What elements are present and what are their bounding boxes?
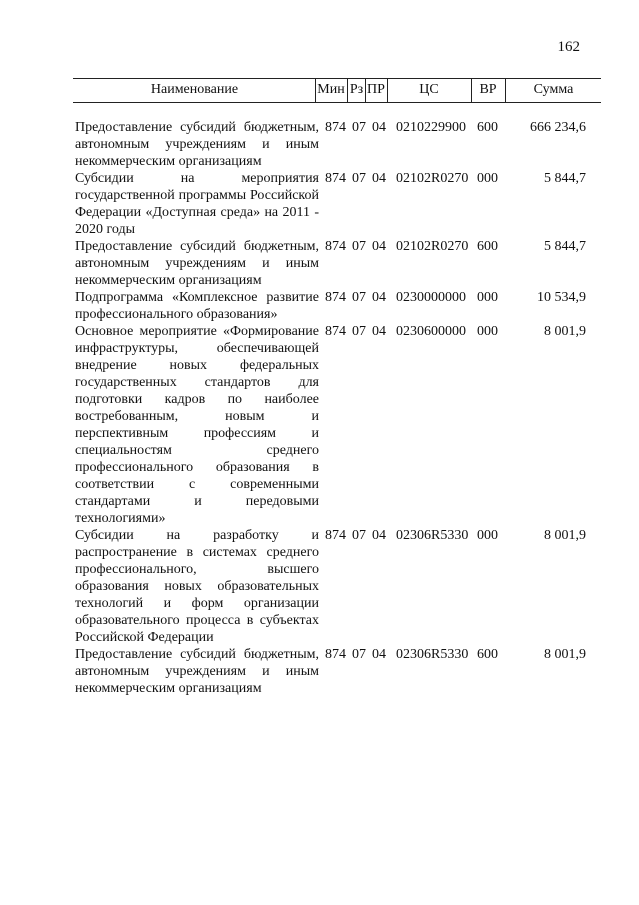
row-rz: 07	[352, 324, 366, 339]
table-row	[0, 323, 639, 527]
row-pr: 04	[372, 239, 386, 254]
row-rz: 07	[352, 290, 366, 305]
row-name: Субсидии на разработку и распространение в системах среднего профессионального, высшего образования новых образовательных технологий и форм организации образовательного процесса в субъектах Российской Федерации	[75, 528, 319, 645]
header-top-rule	[73, 78, 601, 79]
row-vr: 000	[477, 528, 498, 543]
row-cs: 02306R5330	[396, 528, 469, 543]
row-name: Основное мероприятие «Формирование инфраструктуры, обеспечивающей внедрение новых федеральных государственных стандартов для подготовки кадров по наиболее востребованным, новым и перспективным профессиям и специальностям среднего профессионального образования в соответствии с современными стандартами и передовыми технологиями»	[75, 324, 319, 526]
row-cs: 0210229900	[396, 120, 466, 135]
row-name: Предоставление субсидий бюджетным, автономным учреждениям и иным некоммерческим организациям	[75, 647, 319, 696]
row-rz: 07	[352, 528, 366, 543]
row-pr: 04	[372, 171, 386, 186]
row-pr: 04	[372, 528, 386, 543]
row-sum: 10 534,9	[537, 290, 586, 305]
table-row	[0, 289, 639, 323]
row-vr: 000	[477, 324, 498, 339]
row-vr: 600	[477, 239, 498, 254]
row-min: 874	[325, 528, 346, 543]
row-rz: 07	[352, 120, 366, 135]
row-sum: 8 001,9	[544, 528, 586, 543]
row-rz: 07	[352, 171, 366, 186]
row-pr: 04	[372, 290, 386, 305]
row-min: 874	[325, 120, 346, 135]
row-name: Субсидии на мероприятия государственной программы Российской Федерации «Доступная среда» на 2011 - 2020 годы	[75, 171, 319, 237]
row-vr: 600	[477, 647, 498, 662]
row-cs: 02102R0270	[396, 171, 469, 186]
row-rz: 07	[352, 647, 366, 662]
table-body	[0, 119, 639, 697]
row-min: 874	[325, 324, 346, 339]
header-rz: Рз	[349, 82, 364, 97]
row-cs: 02102R0270	[396, 239, 469, 254]
row-cs: 0230000000	[396, 290, 466, 305]
row-pr: 04	[372, 647, 386, 662]
row-sum: 8 001,9	[544, 324, 586, 339]
row-min: 874	[325, 171, 346, 186]
row-min: 874	[325, 239, 346, 254]
row-vr: 600	[477, 120, 498, 135]
row-sum: 666 234,6	[530, 120, 586, 135]
row-pr: 04	[372, 324, 386, 339]
table-row	[0, 170, 639, 238]
table-row	[0, 119, 639, 170]
row-sum: 5 844,7	[544, 239, 586, 254]
row-rz: 07	[352, 239, 366, 254]
row-name: Подпрограмма «Комплексное развитие профессионального образования»	[75, 290, 319, 322]
row-sum: 5 844,7	[544, 171, 586, 186]
table-row	[0, 238, 639, 289]
row-sum: 8 001,9	[544, 647, 586, 662]
header-cs: ЦС	[419, 82, 439, 97]
table-row	[0, 527, 639, 646]
row-name: Предоставление субсидий бюджетным, автономным учреждениям и иным некоммерческим организациям	[75, 239, 319, 288]
row-cs: 02306R5330	[396, 647, 469, 662]
row-min: 874	[325, 290, 346, 305]
row-pr: 04	[372, 120, 386, 135]
table-row	[0, 646, 639, 697]
row-vr: 000	[477, 171, 498, 186]
header-sum: Сумма	[533, 82, 574, 97]
row-vr: 000	[477, 290, 498, 305]
header-min: Мин	[317, 82, 345, 97]
header-name: Наименование	[150, 82, 239, 97]
header-pr: ПР	[367, 82, 385, 97]
row-name: Предоставление субсидий бюджетным, автономным учреждениям и иным некоммерческим организациям	[75, 120, 319, 169]
header-bottom-rule	[73, 102, 601, 103]
header-vr: ВР	[479, 82, 497, 97]
page-number: 162	[557, 39, 580, 55]
row-cs: 0230600000	[396, 324, 466, 339]
row-min: 874	[325, 647, 346, 662]
